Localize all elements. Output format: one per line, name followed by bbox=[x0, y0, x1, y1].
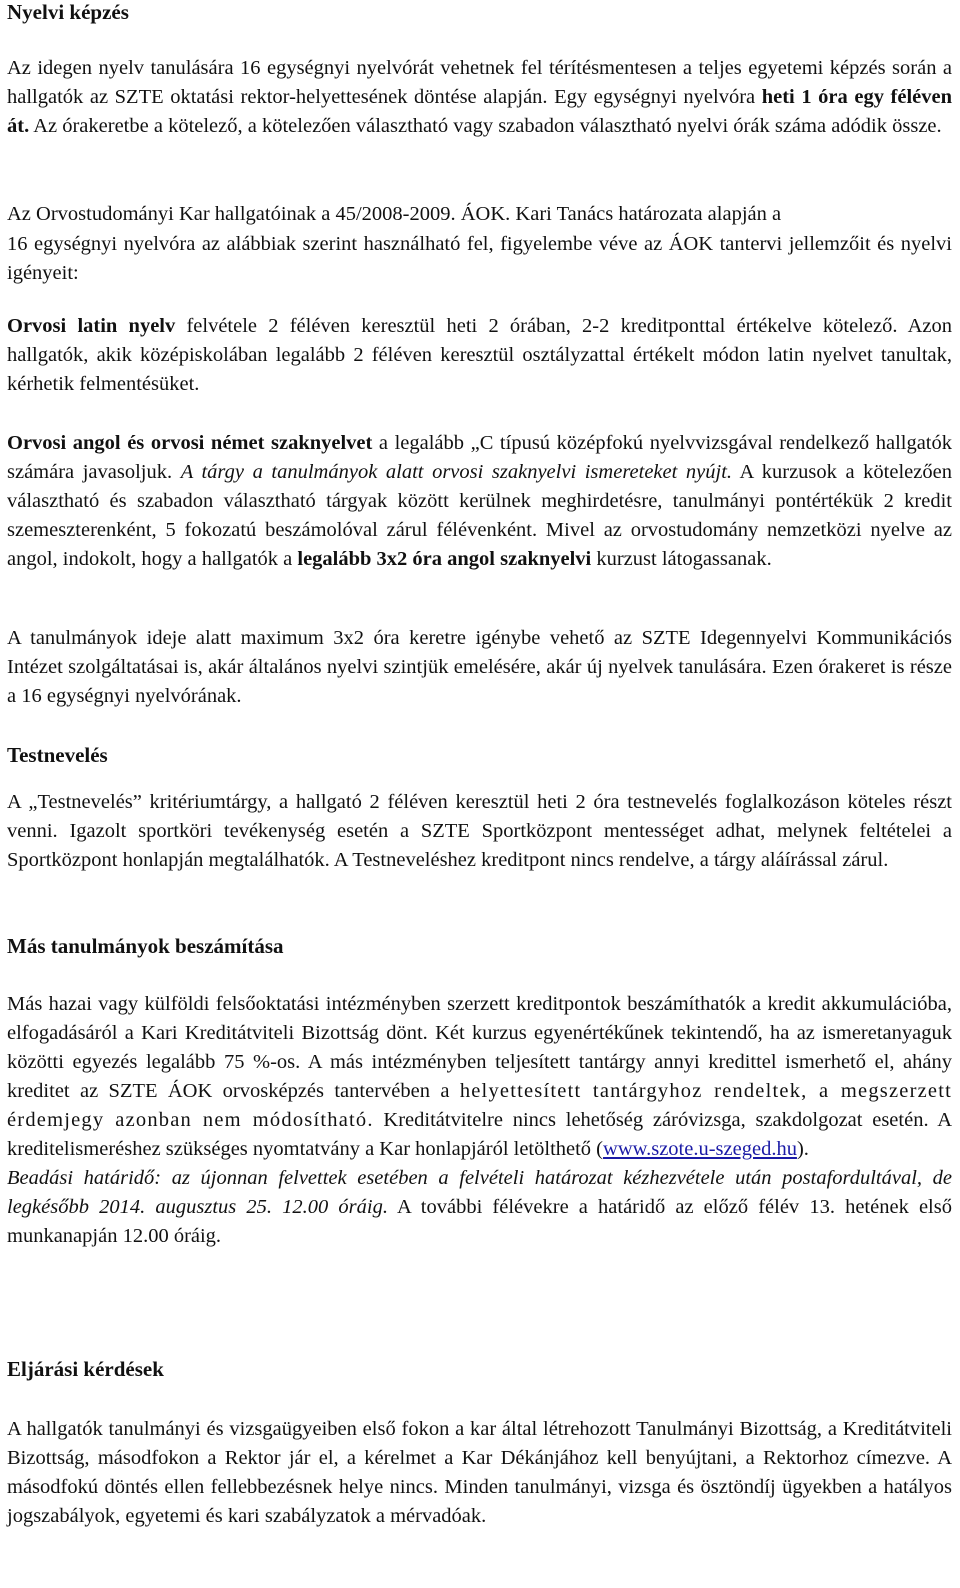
section-title-testneveles: Testnevelés bbox=[7, 743, 108, 767]
text-run: a legalább „C típusú középfokú nyelvvizsgával rendelkező hallgatók számára javasoljuk. bbox=[7, 432, 953, 483]
bold-text: Orvosi latin nyelv bbox=[7, 315, 176, 337]
bold-text: Orvosi angol és orvosi német szaknyelvet bbox=[7, 432, 373, 454]
paragraph-testneveles: A „Testnevelés” kritériumtárgy, a hallgató 2 féléven keresztül heti 2 óra testnevelés foglalkozáson köteles részt venni. Igazolt sportköri tevékenység esetén a SZTE Sportközpont mentességet adhat, melynek feltételei a Sportközpont honlapján megtalálhatók. A Testneveléshez kreditpont nincs rendelve, a tárgy aláírással zárul. bbox=[7, 791, 952, 871]
paragraph-aok-intro: Az Orvostudományi Kar hallgatóinak a 45/2008-2009. ÁOK. Kari Tanács határozata alapján a bbox=[7, 203, 782, 225]
szote-website-link[interactable]: www.szote.u-szeged.hu bbox=[603, 1138, 797, 1160]
section-title-mas-tanulmanyok: Más tanulmányok beszámítása bbox=[7, 934, 284, 958]
text-run: kurzust látogassanak. bbox=[591, 548, 772, 570]
spaced-text: helyettesített tantárgyhoz rendeltek, a megszerzett érdemjegy azonban nem módosítható. bbox=[7, 1080, 952, 1131]
paragraph-nyelvora bbox=[7, 54, 952, 141]
paragraph-kreditatvitel bbox=[7, 990, 952, 1164]
italic-text: Beadási határidő: az újonnan felvettek esetében a felvételi határozat kézhezvétele után postafordultával, de legkésőbb 2014. augusztus 25. 12.00 óráig. bbox=[7, 1167, 952, 1218]
paragraph-eljaras: A hallgatók tanulmányi és vizsgaügyeiben első fokon a kar által létrehozott Tanulmányi Bizottság, a Kreditátviteli Bizottság, másodfokon a Rektor jár el, a kérelmet a Kar Dékánjához kell benyújtani, a Rektorhoz címezve. A másodfokú döntés ellen fellebbezésnek helye nincs. Minden tanulmányi, vizsga és ösztöndíj ügyekben a hatályos jogszabályok, egyetemi és kari szabályzatok a mérvadóak. bbox=[7, 1418, 952, 1527]
text-run: felvétele 2 féléven keresztül heti 2 órában, 2-2 kreditponttal értékelve kötelező. Azon hallgatók, akik középiskolában legalább 2 féléven keresztül osztályzattal értékelt módon latin nyelvet tanultak, kérhetik felmentésüket. bbox=[7, 315, 952, 395]
bold-text: heti 1 óra egy féléven át. bbox=[7, 86, 952, 137]
text-run: ). bbox=[796, 1138, 809, 1160]
paragraph-hatarido bbox=[7, 1164, 952, 1251]
text-run: Az órakeretbe a kötelező, a kötelezően választható vagy szabadon választható nyelvi órák száma adódik össze. bbox=[29, 115, 942, 137]
section-title-eljarasi-kerdesek: Eljárási kérdések bbox=[7, 1357, 164, 1381]
italic-text: A tárgy a tanulmányok alatt orvosi szaknyelvi ismereteket nyújt. bbox=[180, 461, 733, 483]
paragraph-latin bbox=[7, 312, 952, 399]
paragraph-keret: A tanulmányok ideje alatt maximum 3x2 óra keretre igénybe vehető az SZTE Idegennyelvi Kommunikációs Intézet szolgáltatásai is, akár általános nyelvi szintjük emelésére, akár új nyelvek tanulására. Ezen órakeret is része a 16 egységnyi nyelvórának. bbox=[7, 627, 952, 707]
section-title-nyelvi-kepzes: Nyelvi képzés bbox=[7, 0, 129, 24]
section-body-mas-tanulmanyok bbox=[7, 990, 952, 1251]
text-run: Kreditátvitelre nincs lehetőség záróvizsga, szakdolgozat esetén. A kreditelismeréshez szükséges nyomtatvány a Kar honlapjáról letölthető ( bbox=[7, 1109, 952, 1160]
text-run: A kurzusok a kötelezően választható és szabadon választható tárgyak között kerülnek meghirdetésre, tanulmányi pontértékük 2 kredit szemeszterenként, 5 fokozatú beszámolóval zárul félévenként. Mivel az orvostudomány nemzetközi nyelve az angol, indokolt, hogy a hallgatók a bbox=[7, 461, 952, 570]
text-run: Az idegen nyelv tanulására 16 egységnyi nyelvórát vehetnek fel térítésmentesen a teljes egyetemi képzés során a hallgatók az SZTE oktatási rektor-helyettesének döntése alapján. Egy egységnyi nyelvóra bbox=[7, 57, 952, 108]
paragraph-szaknyelv bbox=[7, 429, 952, 574]
bold-text: legalább 3x2 óra angol szaknyelvi bbox=[297, 548, 592, 570]
text-run: Más hazai vagy külföldi felsőoktatási intézményben szerzett kreditpontok beszámíthatók a kredit akkumulációba, elfogadásáról a Kari Kreditátviteli Bizottság dönt. Két kurzus egyenértékűnek tekintendő, ha az ismeretanyaguk közötti egyezés legalább 75 %-os. A más intézményben teljesített tantárgy annyi kredittel ismerhető el, ahány kreditet az SZTE ÁOK orvosképzés tantervében a bbox=[7, 993, 952, 1102]
text-run: A további félévekre a határidő az előző félév 13. hetének első munkanapján 12.00 óráig. bbox=[7, 1196, 952, 1247]
paragraph-aok-usage: 16 egységnyi nyelvóra az alábbiak szerint használható fel, figyelembe véve az ÁOK tantervi jellemzőit és nyelvi igényeit: bbox=[7, 233, 952, 284]
